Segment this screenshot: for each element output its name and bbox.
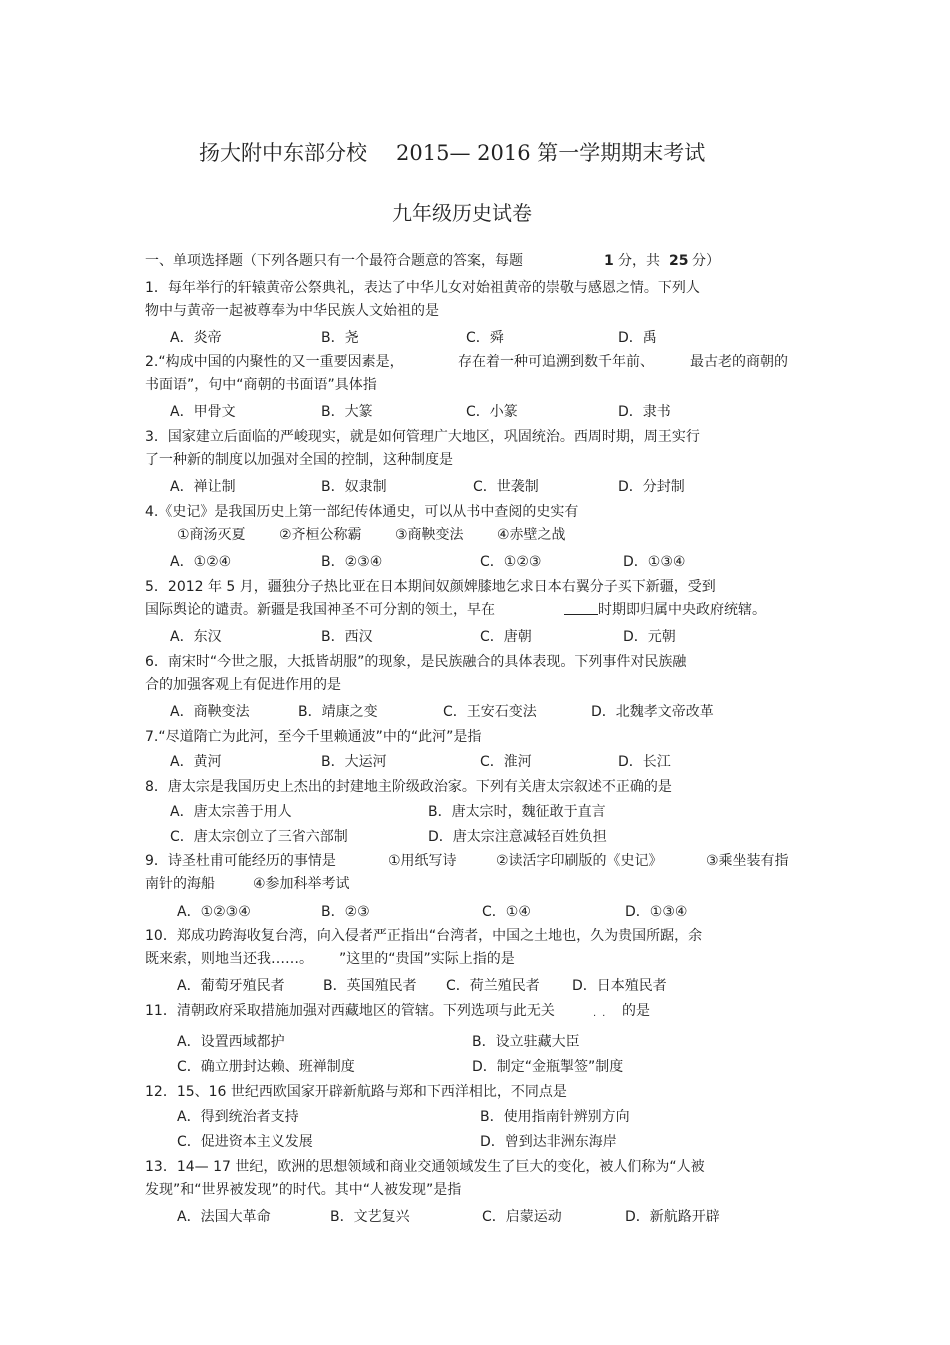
q12-option-c: C．促进资本主义发展 (177, 1134, 313, 1150)
q7-option-a: A．黄河 (170, 754, 222, 770)
q5-line2a: 国际舆论的谴责。新疆是我国神圣不可分割的领土，早在 (145, 602, 495, 618)
q4-option-c: C．①②③ (480, 554, 542, 570)
q4-option-d: D．①③④ (623, 554, 686, 570)
q11-option-c: C．确立册封达赖、班禅制度 (177, 1059, 355, 1075)
q1-line1: 1．每年举行的轩辕黄帝公祭典礼，表达了中华儿女对始祖黄帝的崇敬与感恩之情。下列人 (145, 280, 700, 296)
q6-option-c: C．王安石变法 (443, 704, 537, 720)
q10-option-d: D．日本殖民者 (572, 978, 667, 994)
q8-option-a: A．唐太宗善于用人 (170, 804, 292, 820)
q2-line1c: 最古老的商朝的 (690, 354, 788, 370)
q9-option-d: D．①③④ (625, 904, 688, 920)
q9-option-b: B．②③ (321, 904, 370, 920)
q6-option-b: B．靖康之变 (298, 704, 378, 720)
q9-line1b: ①用纸写诗 (388, 853, 457, 869)
q4-line1: 4.《史记》是我国历史上第一部纪传体通史，可以从书中查阅的史实有 (145, 504, 579, 520)
q11-option-b: B．设立驻藏大臣 (472, 1034, 580, 1050)
q6-line1: 6．南宋时“今世之服，大抵皆胡服”的现象，是民族融合的具体表现。下列事件对民族融 (145, 654, 687, 670)
q13-option-c: C．启蒙运动 (482, 1209, 562, 1225)
q8-option-b: B．唐太宗时，魏征敢于直言 (428, 804, 606, 820)
q6-option-a: A．商鞅变法 (170, 704, 250, 720)
q3-option-d: D．分封制 (618, 479, 685, 495)
q11-line1a: 11．清朝政府采取措施加强对西藏地区的管辖。下列选项与此无关 (145, 1003, 555, 1019)
q2-line1a: 2.“构成中国的内聚性的又一重要因素是， (145, 354, 404, 370)
q2-option-a: A．甲骨文 (170, 404, 236, 420)
q3-line2: 了一种新的制度以加强对全国的控制，这种制度是 (145, 452, 453, 468)
section-total: 25 (669, 253, 689, 269)
q7-option-b: B．大运河 (321, 754, 387, 770)
q13-option-d: D．新航路开辟 (625, 1209, 720, 1225)
q1-option-c: C．舜 (466, 330, 504, 346)
q7-option-c: C．淮河 (480, 754, 532, 770)
q5-line1: 5．2012 年 5 月，疆独分子热比亚在日本期间奴颜婢膝地乞求日本右翼分子买下新疆，受到 (145, 579, 716, 595)
section-end: 分） (692, 253, 720, 269)
q11-option-d: D．制定“金瓶掣签”制度 (472, 1059, 624, 1075)
q1-option-b: B．尧 (321, 330, 359, 346)
emphasis-dots: ·· (593, 1011, 612, 1022)
q2-option-c: C．小篆 (466, 404, 518, 420)
q1-line2: 物中与黄帝一起被尊奉为中华民族人文始祖的是 (145, 303, 439, 319)
q12-option-a: A．得到统治者支持 (177, 1109, 299, 1125)
q1-option-a: A．炎帝 (170, 330, 222, 346)
q3-option-b: B．奴隶制 (321, 479, 387, 495)
q12-line1: 12．15、16 世纪西欧国家开辟新航路与郑和下西洋相比，不同点是 (145, 1084, 567, 1100)
exam-subtitle: 九年级历史试卷 (392, 201, 532, 225)
q4-item-2: ②齐桓公称霸 (279, 527, 362, 543)
q7-line1: 7.“尽道隋亡为此河，至今千里赖通波”中的“此河”是指 (145, 729, 482, 745)
q5-option-c: C．唐朝 (480, 629, 532, 645)
q2-line2: 书面语”，句中“商朝的书面语”具体指 (145, 377, 377, 393)
q10-option-b: B．英国殖民者 (323, 978, 417, 994)
q2-line1b: 存在着一种可追溯到数千年前、 (458, 354, 654, 370)
q6-line2: 合的加强客观上有促进作用的是 (145, 677, 341, 693)
q5-option-a: A．东汉 (170, 629, 222, 645)
q1-option-d: D．禹 (618, 330, 657, 346)
q8-option-d: D．唐太宗注意减轻百姓负担 (428, 829, 607, 845)
q13-option-a: A．法国大革命 (177, 1209, 271, 1225)
q12-option-b: B．使用指南针辨别方向 (480, 1109, 630, 1125)
section-points-each: 1 (604, 253, 614, 269)
q10-line2a: 既来索，则地当还我……。 (145, 951, 313, 967)
q6-option-d: D．北魏孝文帝改革 (591, 704, 714, 720)
q8-line1: 8．唐太宗是我国历史上杰出的封建地主阶级政治家。下列有关唐太宗叙述不正确的是 (145, 779, 672, 795)
q9-line2b: ④参加科举考试 (253, 876, 350, 892)
section-heading (145, 252, 523, 270)
q9-line1d: ③乘坐装有指 (706, 853, 789, 869)
q8-option-c: C．唐太宗创立了三省六部制 (170, 829, 348, 845)
exam-school: 扬大附中东部分校 (199, 141, 367, 165)
q5-blank (564, 601, 598, 620)
q12-option-d: D．曾到达非洲东海岸 (480, 1134, 617, 1150)
q13-line1: 13．14— 17 世纪，欧洲的思想领域和商业交通领域发生了巨大的变化，被人们称为“人被 (145, 1159, 705, 1175)
q9-line2a: 南针的海船 (145, 876, 215, 892)
q9-line1c: ②读活字印刷版的《史记》 (496, 853, 663, 869)
q3-option-a: A．禅让制 (170, 479, 236, 495)
q7-option-d: D．长江 (618, 754, 671, 770)
q10-option-c: C．荷兰殖民者 (446, 978, 540, 994)
q10-line1: 10．郑成功跨海收复台湾，向入侵者严正指出“台湾者，中国之土地也，久为贵国所踞，余 (145, 928, 703, 944)
q9-line1a: 9．诗圣杜甫可能经历的事情是 (145, 853, 336, 869)
section-heading-text: 一、单项选择题（下列各题只有一个最符合题意的答案，每题 (145, 253, 523, 269)
answer-blank (564, 601, 598, 615)
q4-item-3: ③商鞅变法 (395, 527, 464, 543)
q4-item-4: ④赤壁之战 (497, 527, 566, 543)
q5-option-b: B．西汉 (321, 629, 373, 645)
q3-option-c: C．世袭制 (473, 479, 539, 495)
q11-line1b: 的是 (622, 1003, 650, 1019)
q11-option-a: A．设置西域都护 (177, 1034, 285, 1050)
q13-line2: 发现”和“世界被发现”的时代。其中“人被发现”是指 (145, 1182, 462, 1198)
q2-option-d: D．隶书 (618, 404, 671, 420)
q5-line2b: 时期即归属中央政府统辖。 (598, 602, 766, 618)
section-mid: 分，共 (618, 253, 660, 269)
q4-option-a: A．①②④ (170, 554, 232, 570)
q9-option-a: A．①②③④ (177, 904, 251, 920)
q4-option-b: B．②③④ (321, 554, 383, 570)
q9-option-c: C．①④ (482, 904, 531, 920)
q13-option-b: B．文艺复兴 (330, 1209, 410, 1225)
q3-line1: 3．国家建立后面临的严峻现实，就是如何管理广大地区，巩固统治。西周时期，周王实行 (145, 429, 700, 445)
q10-line2b: ”这里的“贵国”实际上指的是 (339, 951, 515, 967)
q4-item-1: ①商汤灭夏 (177, 527, 246, 543)
exam-term: 2015— 2016 第一学期期末考试 (396, 141, 706, 165)
q2-option-b: B．大篆 (321, 404, 373, 420)
q5-option-d: D．元朝 (623, 629, 676, 645)
q10-option-a: A．葡萄牙殖民者 (177, 978, 285, 994)
